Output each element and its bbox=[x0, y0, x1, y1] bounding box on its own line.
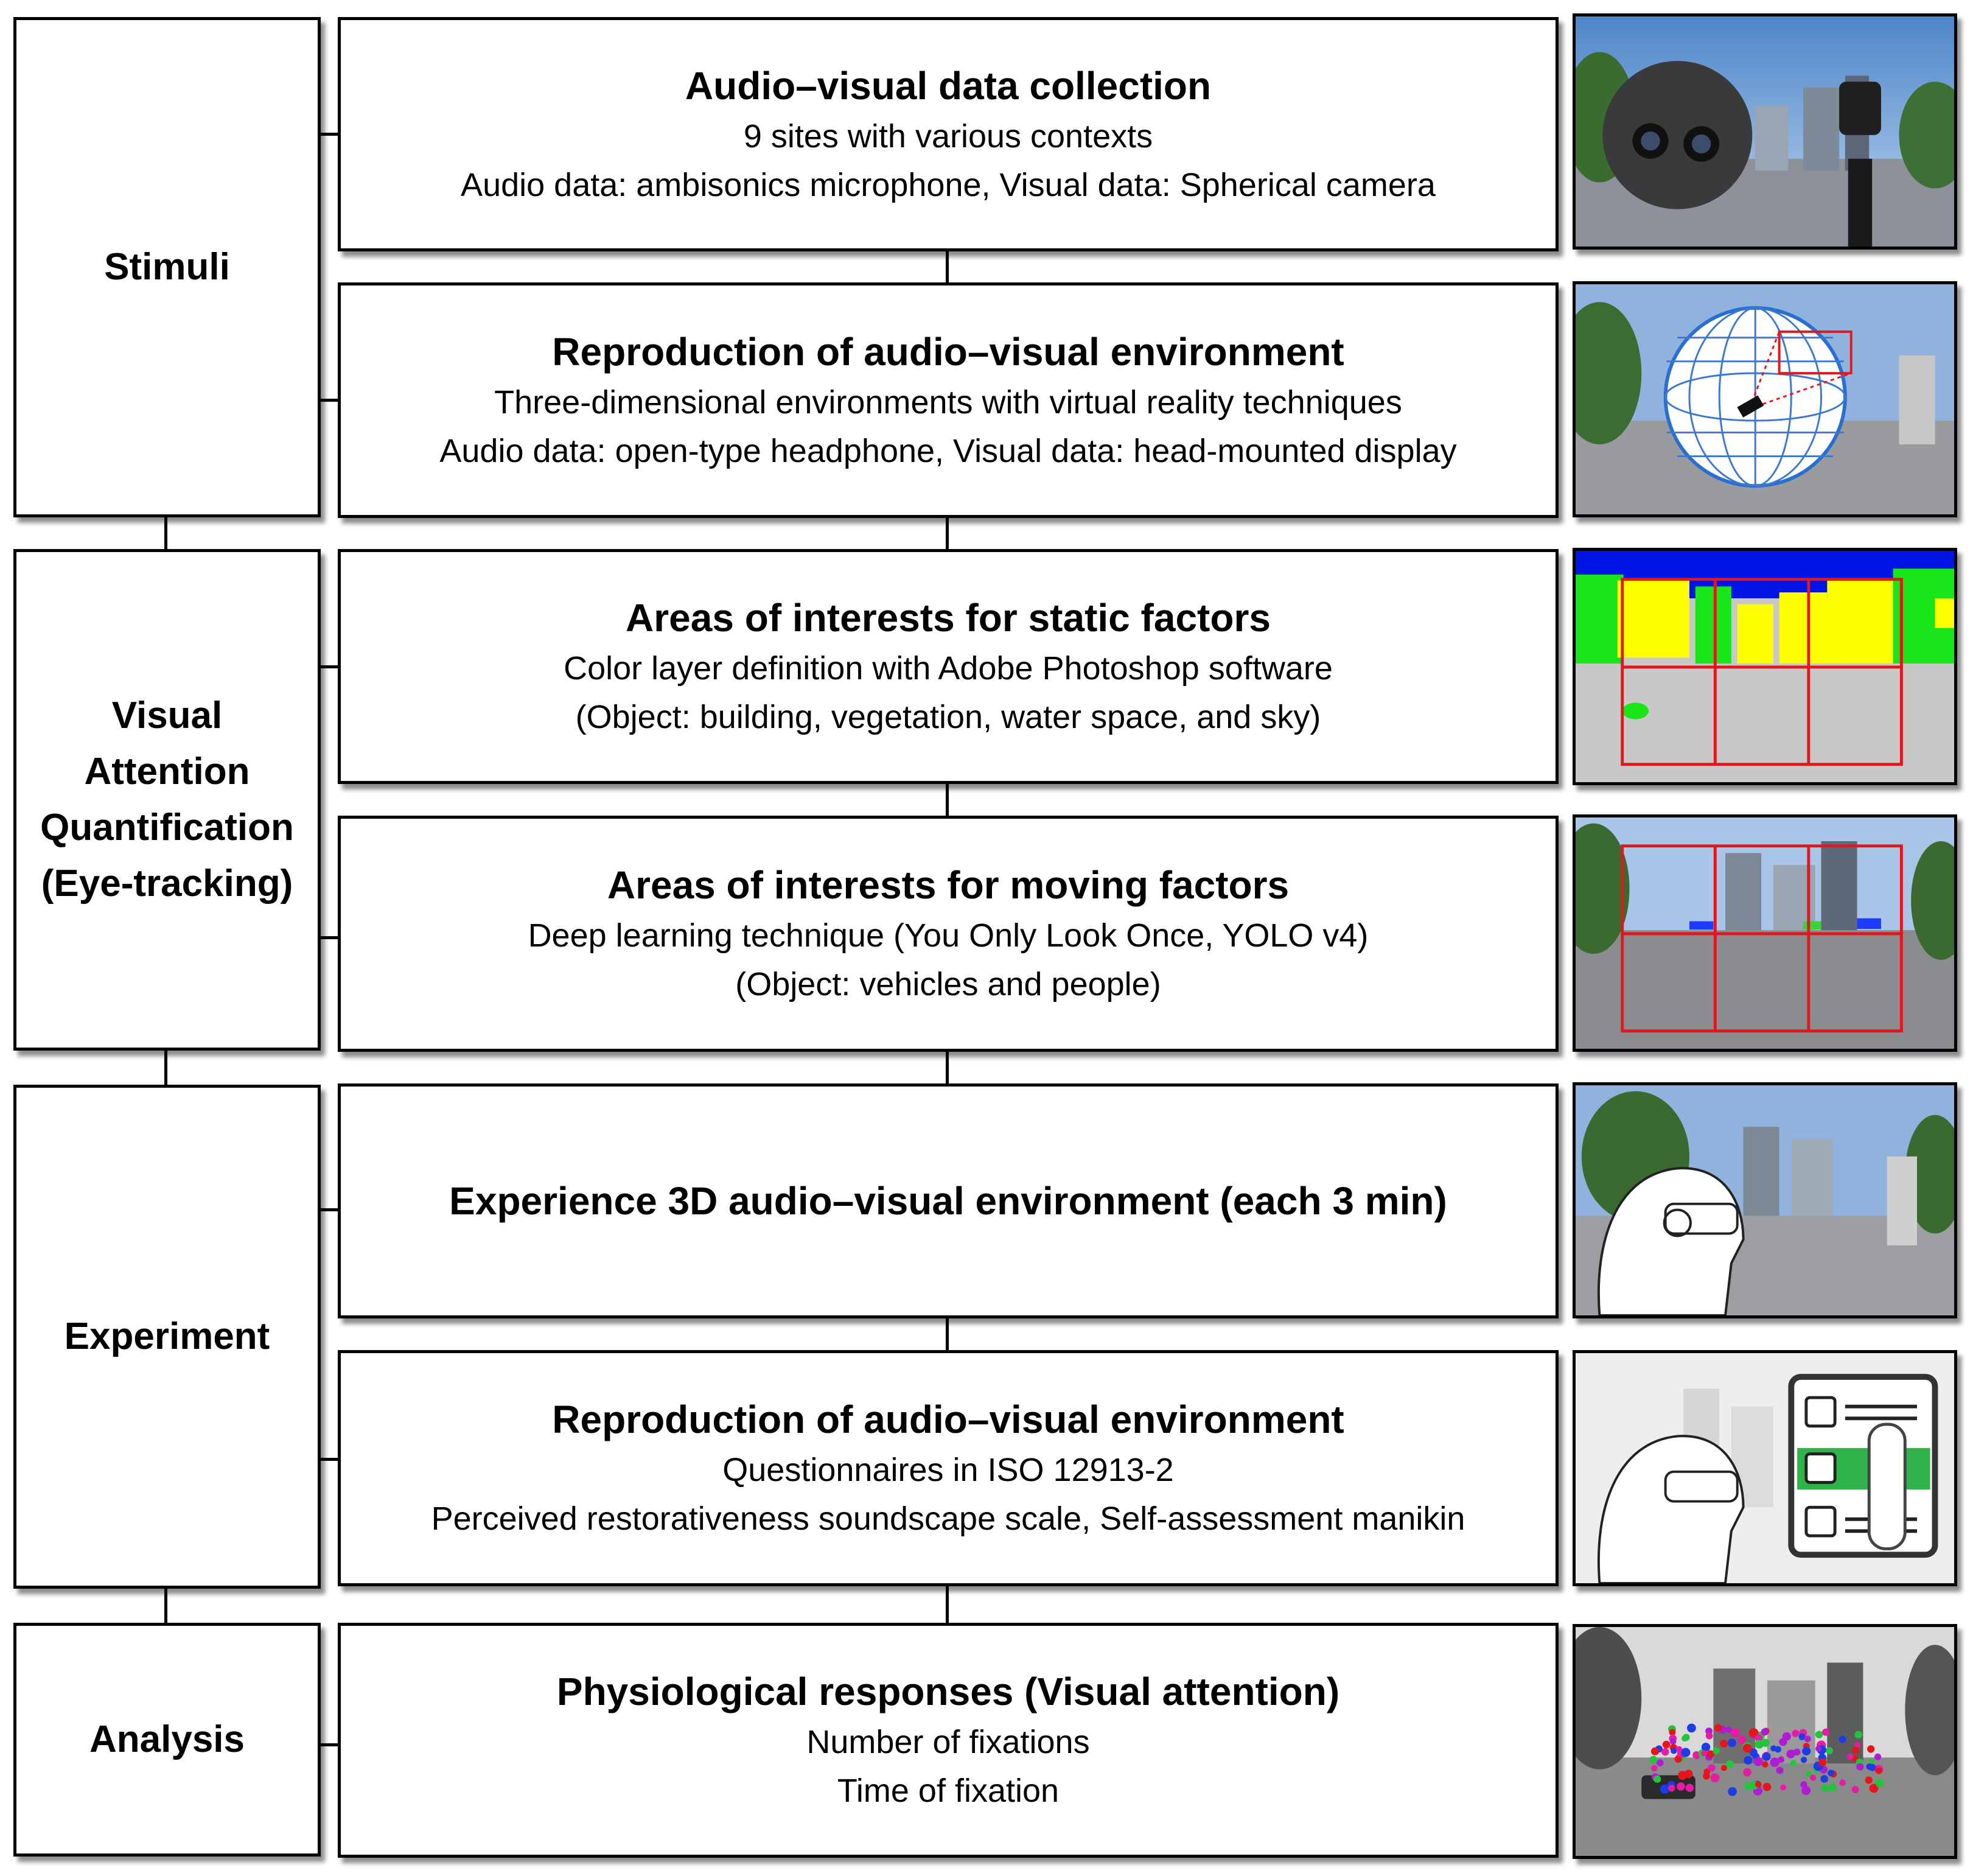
fixation-dot bbox=[1802, 1747, 1811, 1755]
phase-experiment bbox=[13, 1085, 321, 1589]
step-connector-6 bbox=[946, 1586, 949, 1624]
step-experience-3d bbox=[338, 1083, 1559, 1318]
fixation-dot bbox=[1702, 1743, 1711, 1751]
fixation-points-image bbox=[1573, 1624, 1957, 1859]
fixation-dot bbox=[1821, 1784, 1829, 1791]
phase-connector-3 bbox=[164, 1586, 167, 1624]
fixation-dot bbox=[1804, 1735, 1811, 1742]
fixation-dot bbox=[1762, 1761, 1769, 1767]
fixation-dot bbox=[1801, 1757, 1807, 1763]
fixation-dot bbox=[1728, 1738, 1736, 1747]
fixation-dot bbox=[1713, 1748, 1720, 1755]
step-detail: Questionnaires in ISO 12913-2 bbox=[722, 1452, 1174, 1488]
fixation-dot bbox=[1706, 1732, 1713, 1740]
fixation-dot bbox=[1761, 1729, 1769, 1736]
link-connector-4 bbox=[318, 936, 340, 939]
step-detail: Audio data: open-type headphone, Visual data: head-mounted display bbox=[439, 432, 1457, 469]
fixation-dot bbox=[1876, 1768, 1882, 1774]
fixation-dot bbox=[1714, 1724, 1722, 1731]
fixation-dot bbox=[1866, 1763, 1873, 1770]
fixation-dot bbox=[1711, 1773, 1720, 1782]
fixation-dot bbox=[1865, 1777, 1873, 1784]
fixation-dot bbox=[1676, 1746, 1682, 1752]
step-title: Audio–visual data collection bbox=[685, 63, 1212, 108]
step-detail: Deep learning technique (You Only Look Once, YOLO v4) bbox=[528, 917, 1369, 954]
link-connector-5 bbox=[318, 1208, 340, 1211]
fixation-dot bbox=[1874, 1754, 1881, 1760]
fixation-dot bbox=[1661, 1748, 1669, 1755]
phase-analysis bbox=[13, 1623, 321, 1857]
step-connector-1 bbox=[946, 251, 949, 282]
fixation-dot bbox=[1829, 1783, 1837, 1791]
step-aoi-moving bbox=[338, 816, 1559, 1052]
fixation-dot bbox=[1776, 1766, 1783, 1774]
fixation-dot bbox=[1839, 1780, 1846, 1787]
step-aoi-static bbox=[338, 549, 1559, 784]
fixation-dot bbox=[1683, 1734, 1690, 1741]
fixation-dot bbox=[1828, 1769, 1834, 1776]
step-connector-5 bbox=[946, 1317, 949, 1351]
fixation-dot bbox=[1790, 1760, 1797, 1766]
fixation-dot bbox=[1677, 1782, 1685, 1791]
fixation-dot bbox=[1681, 1748, 1690, 1757]
fixation-dot bbox=[1854, 1731, 1862, 1738]
fixation-dot bbox=[1721, 1765, 1727, 1771]
link-connector-7 bbox=[318, 1743, 340, 1746]
fixation-dot bbox=[1663, 1741, 1671, 1749]
fixation-dot bbox=[1876, 1779, 1884, 1787]
fixation-dot bbox=[1651, 1765, 1657, 1771]
fixation-dot bbox=[1755, 1781, 1761, 1787]
step-reproduction-environment bbox=[338, 282, 1559, 518]
fixation-dot bbox=[1822, 1729, 1829, 1736]
step-detail: Time of fixation bbox=[837, 1773, 1060, 1809]
step-connector-2 bbox=[946, 517, 949, 551]
fixation-dot bbox=[1762, 1753, 1770, 1761]
phase-visual-attention-quantification bbox=[13, 549, 321, 1051]
link-connector-3 bbox=[318, 665, 340, 668]
phase-experiment-label: Experiment bbox=[64, 1315, 270, 1357]
link-connector-2 bbox=[318, 399, 340, 402]
fixation-dot bbox=[1725, 1726, 1731, 1732]
step-connector-4 bbox=[946, 1051, 949, 1086]
fixation-dot bbox=[1701, 1750, 1707, 1756]
step-title: Areas of interests for static factors bbox=[626, 596, 1271, 640]
fixation-dot bbox=[1728, 1787, 1737, 1796]
fixation-dot bbox=[1744, 1756, 1752, 1765]
fixation-dot bbox=[1792, 1730, 1799, 1737]
fixation-dot bbox=[1839, 1736, 1846, 1743]
hmd-viewer-image bbox=[1573, 1082, 1957, 1318]
step-title: Reproduction of audio–visual environment bbox=[552, 329, 1344, 374]
fixation-dot bbox=[1815, 1731, 1823, 1738]
step-physiological-responses bbox=[338, 1623, 1559, 1858]
fixation-dot bbox=[1755, 1740, 1764, 1748]
fixation-dot bbox=[1726, 1760, 1734, 1768]
link-connector-6 bbox=[318, 1458, 340, 1461]
phase-stimuli-label: Stimuli bbox=[104, 246, 230, 288]
step-detail: 9 sites with various contexts bbox=[743, 117, 1153, 155]
fixation-dot bbox=[1779, 1738, 1787, 1746]
step-title: Experience 3D audio–visual environment (each 3 min) bbox=[449, 1179, 1447, 1223]
fixation-dot bbox=[1818, 1759, 1826, 1766]
fixation-dot bbox=[1731, 1728, 1740, 1737]
fixation-dot bbox=[1678, 1771, 1687, 1780]
fixation-dot bbox=[1687, 1724, 1696, 1733]
fixation-dot bbox=[1770, 1758, 1779, 1767]
phase-vaq-label: Visual Attention Quantification (Eye-tracking) bbox=[40, 695, 294, 905]
step-detail: (Object: building, vegetation, water space, and sky) bbox=[575, 699, 1321, 735]
step-title: Reproduction of audio–visual environment bbox=[552, 1398, 1344, 1441]
fixation-dot bbox=[1686, 1784, 1694, 1792]
fixation-dot bbox=[1856, 1763, 1863, 1771]
step-detail: Number of fixations bbox=[806, 1724, 1090, 1760]
step-title: Areas of interests for moving factors bbox=[607, 863, 1290, 907]
fixation-dot bbox=[1763, 1783, 1772, 1791]
step-detail: Color layer definition with Adobe Photoshop software bbox=[564, 650, 1333, 687]
fixation-dot bbox=[1810, 1775, 1816, 1781]
fixation-dot bbox=[1668, 1785, 1675, 1791]
fixation-dot bbox=[1793, 1749, 1801, 1755]
fixation-dot bbox=[1653, 1776, 1661, 1783]
fixation-dot bbox=[1657, 1759, 1663, 1766]
fixation-dot bbox=[1815, 1746, 1821, 1752]
fixation-dot bbox=[1670, 1738, 1677, 1745]
fixation-dot bbox=[1826, 1747, 1833, 1754]
fixation-dot bbox=[1660, 1785, 1670, 1794]
step-detail: Perceived restorativeness soundscape scale, Self-assessment manikin bbox=[431, 1500, 1465, 1537]
phase-stimuli bbox=[13, 17, 321, 517]
fixation-dot bbox=[1744, 1782, 1752, 1790]
fixation-dot bbox=[1703, 1773, 1710, 1780]
step-data-collection bbox=[338, 17, 1559, 251]
step-title: Physiological responses (Visual attention) bbox=[556, 1670, 1340, 1713]
fixation-dot bbox=[1753, 1757, 1762, 1766]
link-connector-1 bbox=[318, 133, 340, 136]
fixation-dot bbox=[1650, 1756, 1658, 1763]
yolo-detection-aoi-image bbox=[1573, 814, 1957, 1052]
phase-connector-2 bbox=[164, 1048, 167, 1086]
phase-connector-1 bbox=[164, 514, 167, 551]
fixation-dot bbox=[1847, 1754, 1853, 1760]
fixation-dot bbox=[1738, 1736, 1747, 1745]
camera-and-microphone-image bbox=[1573, 13, 1957, 250]
step-questionnaire bbox=[338, 1350, 1559, 1586]
color-layer-aoi-image bbox=[1573, 548, 1957, 785]
fixation-dot bbox=[1867, 1745, 1874, 1752]
fixation-dot bbox=[1743, 1768, 1751, 1777]
step-detail: Three-dimensional environments with virtual reality techniques bbox=[494, 383, 1402, 421]
vr-sphere-image bbox=[1573, 281, 1957, 517]
step-connector-3 bbox=[946, 783, 949, 816]
fixation-dot bbox=[1708, 1764, 1715, 1771]
fixation-dot bbox=[1853, 1747, 1859, 1754]
fixation-dot bbox=[1651, 1748, 1659, 1755]
questionnaire-image bbox=[1573, 1350, 1957, 1586]
fixation-dot bbox=[1720, 1740, 1728, 1748]
step-detail: (Object: vehicles and people) bbox=[735, 966, 1161, 1003]
fixation-dot bbox=[1801, 1786, 1811, 1795]
fixation-dot bbox=[1820, 1775, 1828, 1783]
fixation-dot bbox=[1743, 1744, 1752, 1753]
phase-analysis-label: Analysis bbox=[89, 1718, 245, 1760]
fixation-dot bbox=[1852, 1786, 1859, 1793]
fixation-dot bbox=[1780, 1785, 1786, 1791]
step-detail: Audio data: ambisonics microphone, Visual data: Spherical camera bbox=[461, 166, 1436, 203]
fixation-dot bbox=[1770, 1745, 1776, 1751]
fixation-dot bbox=[1669, 1729, 1675, 1736]
